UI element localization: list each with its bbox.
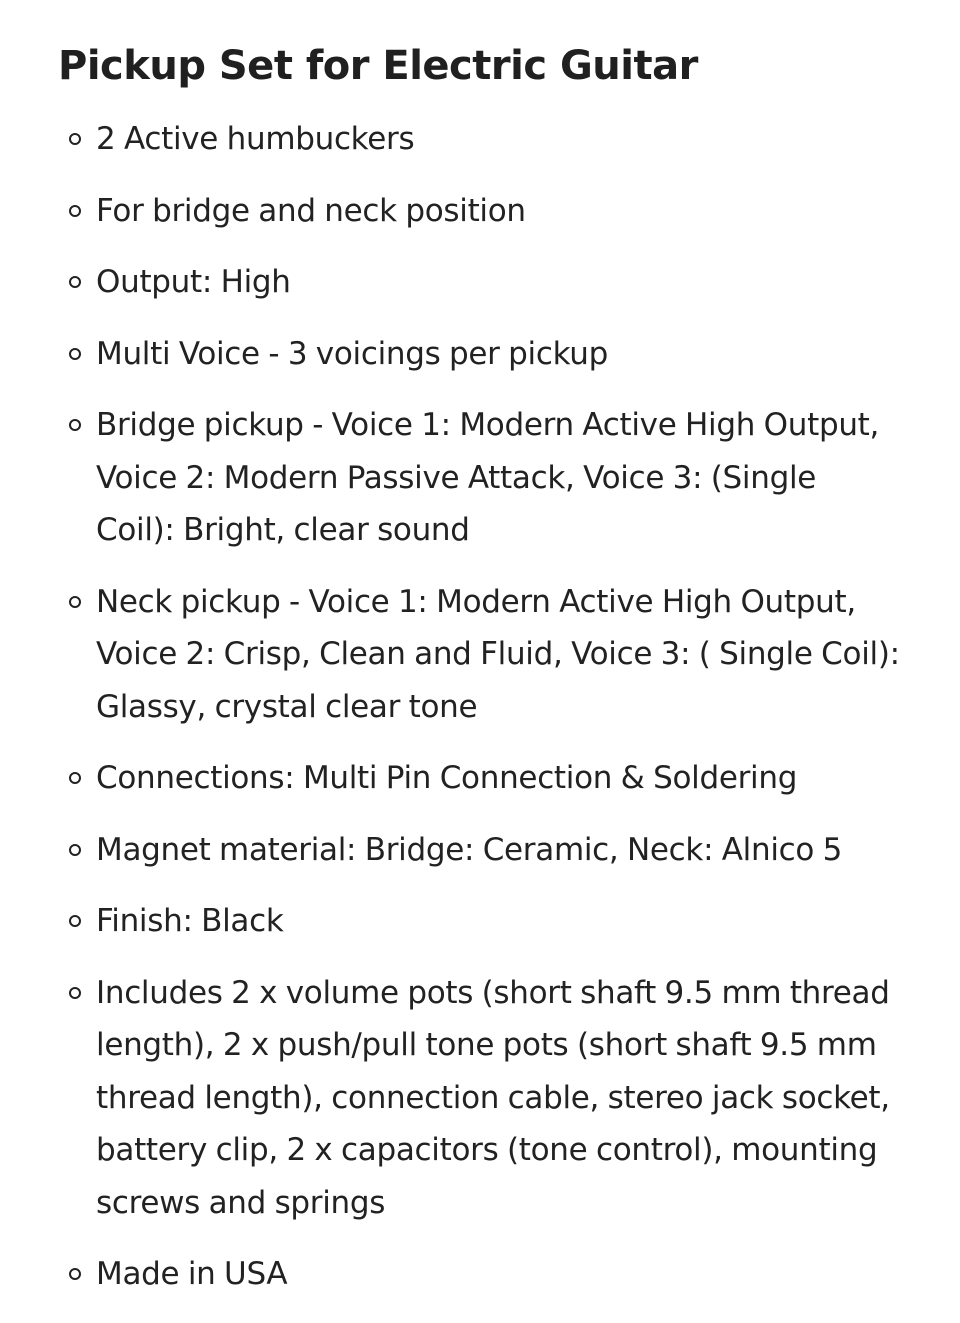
feature-item xyxy=(58,752,902,805)
bullet-circle-icon xyxy=(69,348,81,360)
feature-item xyxy=(58,328,902,381)
feature-item xyxy=(58,967,902,1230)
bullet-circle-icon xyxy=(69,205,81,217)
feature-text: 2 Active humbuckers xyxy=(96,121,415,157)
feature-item xyxy=(58,895,902,948)
feature-item xyxy=(58,824,902,877)
bullet-circle-icon xyxy=(69,596,81,608)
feature-text: For bridge and neck position xyxy=(96,192,526,229)
feature-text: Connections: Multi Pin Connection & Soldering xyxy=(96,760,798,796)
feature-item xyxy=(58,399,902,557)
feature-item xyxy=(58,113,902,166)
feature-text: Neck pickup - Voice 1: Modern Active High Output, Voice 2: Crisp, Clean and Fluid, Voice 3: ( Single Coil): Glassy, crystal clear tone xyxy=(96,583,900,725)
feature-text: Magnet material: Bridge: Ceramic, Neck: Alnico 5 xyxy=(96,831,843,868)
feature-text: Multi Voice - 3 voicings per pickup xyxy=(96,335,609,372)
bullet-circle-icon xyxy=(69,915,81,927)
bullet-circle-icon xyxy=(69,1268,81,1280)
feature-item xyxy=(58,1248,902,1301)
feature-item xyxy=(58,576,902,734)
feature-item xyxy=(58,256,902,309)
bullet-circle-icon xyxy=(69,419,81,431)
feature-text: Includes 2 x volume pots (short shaft 9.5 mm thread length), 2 x push/pull tone pots (short shaft 9.5 mm thread length), connection cable, stereo jack socket, battery clip, 2 x capacitors (tone control), mounting screws and springs xyxy=(96,974,890,1221)
bullet-circle-icon xyxy=(69,772,81,784)
bullet-circle-icon xyxy=(69,276,81,288)
feature-item xyxy=(58,185,902,238)
bullet-circle-icon xyxy=(69,987,81,999)
feature-list xyxy=(58,113,902,1301)
feature-text: Bridge pickup - Voice 1: Modern Active High Output, Voice 2: Modern Passive Attack, Voice 3: (Single Coil): Bright, clear sound xyxy=(96,407,880,548)
feature-text: Finish: Black xyxy=(96,903,284,939)
bullet-circle-icon xyxy=(69,844,81,856)
feature-text: Made in USA xyxy=(96,1256,288,1292)
bullet-circle-icon xyxy=(69,133,81,145)
page-title: Pickup Set for Electric Guitar xyxy=(58,43,698,89)
feature-text: Output: High xyxy=(96,264,291,300)
